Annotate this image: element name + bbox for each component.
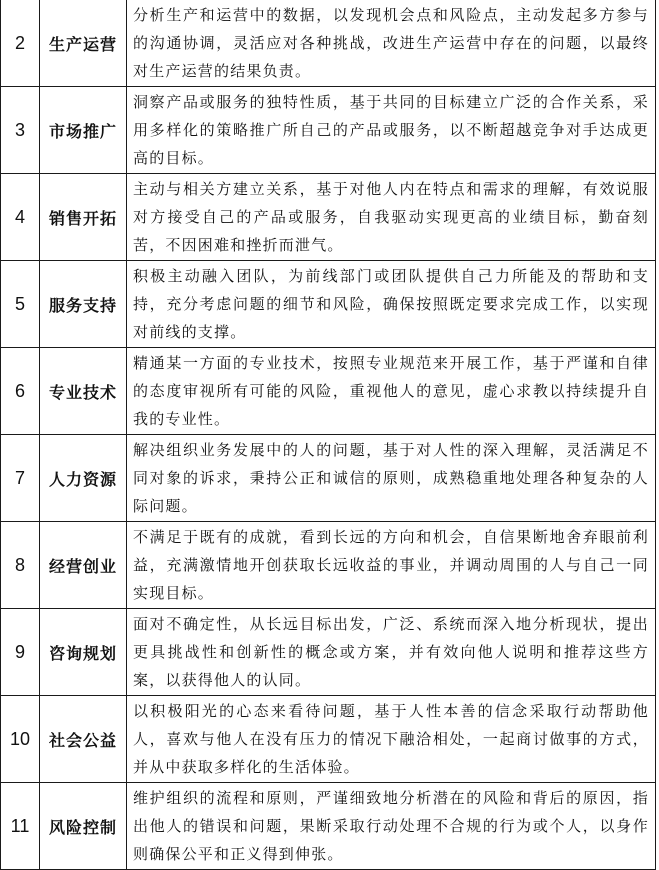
table-row: [1, 87, 656, 174]
row-number: 10: [1, 696, 40, 783]
role-name: 经营创业: [40, 522, 127, 609]
role-description-text: 维护组织的流程和原则，严谨细致地分析潜在的风险和背后的原因，指出他人的错误和问题，果断采取行动处理不合规的行为或个人，以身作则确保公平和正义得到伸张。: [133, 789, 649, 863]
role-description-text: 洞察产品或服务的独特性质，基于共同的目标建立广泛的合作关系，采用多样化的策略推广所自己的产品或服务，以不断超越竞争对手达成更高的目标。: [133, 93, 649, 167]
row-number: 5: [1, 261, 40, 348]
row-number: 11: [1, 783, 40, 870]
role-description: [127, 348, 656, 435]
row-number: 9: [1, 609, 40, 696]
role-name: 咨询规划: [40, 609, 127, 696]
role-description: [127, 783, 656, 870]
role-description-text: 解决组织业务发展中的人的问题，基于对人性的深入理解，灵活满足不同对象的诉求，秉持公正和诚信的原则，成熟稳重地处理各种复杂的人际问题。: [133, 441, 649, 515]
table-row: [1, 522, 656, 609]
row-number: 4: [1, 174, 40, 261]
role-description: [127, 174, 656, 261]
role-name: 社会公益: [40, 696, 127, 783]
table-row: [1, 261, 656, 348]
table-row: [1, 609, 656, 696]
row-number: 7: [1, 435, 40, 522]
role-description-text: 不满足于既有的成就，看到长远的方向和机会，自信果断地舍弃眼前利益，充满激情地开创获取长远收益的事业，并调动周围的人与自己一同实现目标。: [133, 528, 649, 602]
role-description: [127, 696, 656, 783]
role-description: [127, 609, 656, 696]
role-description: [127, 435, 656, 522]
role-description: [127, 0, 656, 87]
role-description: [127, 87, 656, 174]
role-name: 生产运营: [40, 0, 127, 87]
role-description-text: 主动与相关方建立关系，基于对他人内在特点和需求的理解，有效说服对方接受自己的产品或服务，自我驱动实现更高的业绩目标，勤奋刻苦，不因困难和挫折而泄气。: [133, 180, 649, 254]
table-row: [1, 0, 656, 87]
role-name: 风险控制: [40, 783, 127, 870]
role-name: 服务支持: [40, 261, 127, 348]
role-name: 销售开拓: [40, 174, 127, 261]
role-name: 市场推广: [40, 87, 127, 174]
table-row: [1, 696, 656, 783]
table-row: [1, 348, 656, 435]
table-row: [1, 435, 656, 522]
role-description-text: 面对不确定性，从长远目标出发，广泛、系统而深入地分析现状，提出更具挑战性和创新性的概念或方案，并有效向他人说明和推荐这些方案，以获得他人的认同。: [133, 615, 649, 689]
table-row: [1, 783, 656, 870]
role-description-text: 分析生产和运营中的数据，以发现机会点和风险点，主动发起多方参与的沟通协调，灵活应对各种挑战，改进生产运营中存在的问题，以最终对生产运营的结果负责。: [133, 6, 649, 80]
roles-table-body: [1, 0, 656, 870]
role-description-text: 精通某一方面的专业技术，按照专业规范来开展工作，基于严谨和自律的态度审视所有可能的风险，重视他人的意见，虚心求教以持续提升自我的专业性。: [133, 354, 649, 428]
role-name: 专业技术: [40, 348, 127, 435]
table-row: [1, 174, 656, 261]
row-number: 2: [1, 0, 40, 87]
role-description: [127, 522, 656, 609]
role-name: 人力资源: [40, 435, 127, 522]
role-description-text: 以积极阳光的心态来看待问题，基于人性本善的信念采取行动帮助他人，喜欢与他人在没有压力的情况下融洽相处，一起商讨做事的方式，并从中获取多样化的生活体验。: [133, 702, 649, 776]
role-description: [127, 261, 656, 348]
role-description-text: 积极主动融入团队，为前线部门或团队提供自己力所能及的帮助和支持，充分考虑问题的细节和风险，确保按照既定要求完成工作，以实现对前线的支撑。: [133, 267, 649, 341]
row-number: 8: [1, 522, 40, 609]
row-number: 6: [1, 348, 40, 435]
row-number: 3: [1, 87, 40, 174]
